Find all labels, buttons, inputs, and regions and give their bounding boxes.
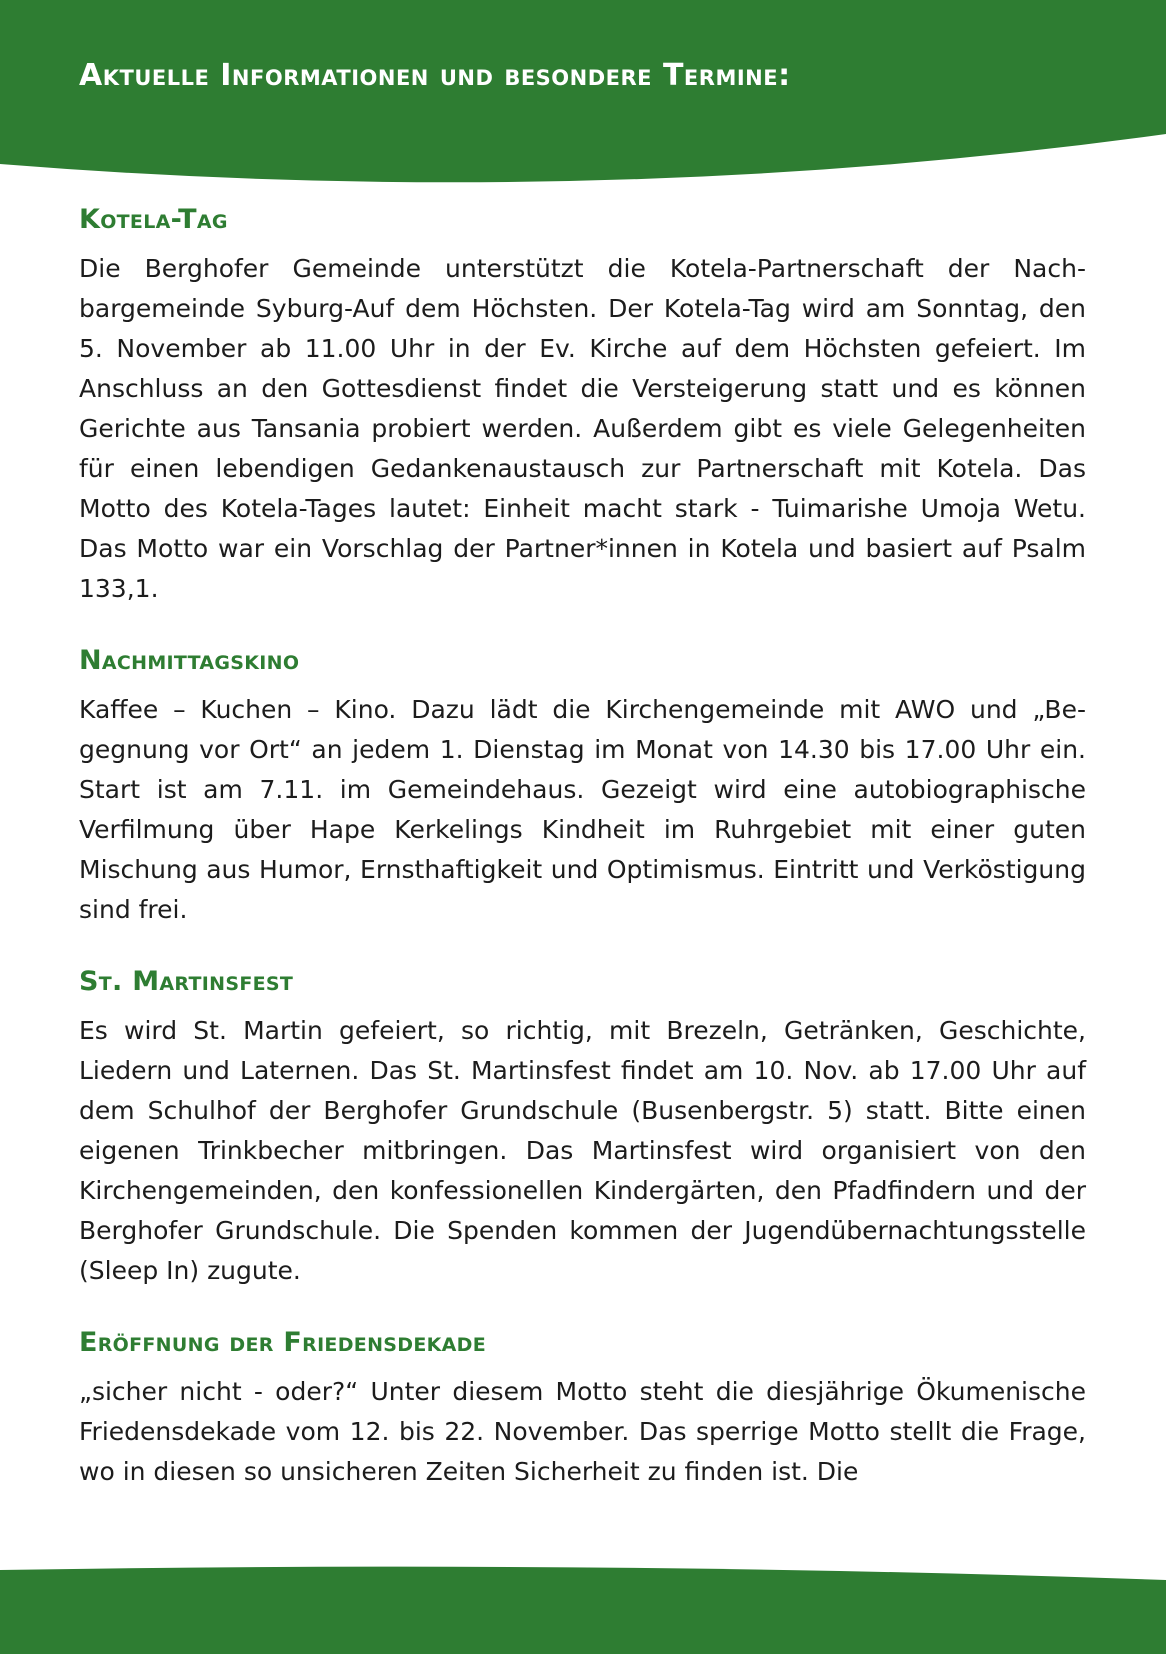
footer-band-shape xyxy=(0,1567,1166,1654)
section-body: Es wird St. Martin gefeiert, so richtig, mit Brezeln, Getränken, Geschichte, Liedern und Laternen. Das St. Martinsfest findet am 10. Nov. ab 17.00 Uhr auf dem Schulhof der Berghofer Grundschule (Busenbergstr. 5) statt. Bitte einen eigenen Trinkbecher mitbringen. Das Martinsfest wird organisiert von den Kirchengemeinden, den konfessionellen Kindergärten, den Pfadfindern und der Berghofer Grundschule. Die Spenden kommen der Jugendübernachtungsstelle (Sleep In) zugute. xyxy=(79,1016,1086,1286)
section-nachmittagskino xyxy=(79,643,1086,930)
section-body: Die Berghofer Gemeinde unterstützt die Kotela-Partnerschaft der Nachbargemeinde Syburg-Auf dem Höchsten. Der Kotela-Tag wird am Sonntag, den 5. November ab 11.00 Uhr in der Ev. Kirche auf dem Höchsten gefeiert. Im Anschluss an den Gottesdienst findet die Versteigerung statt und es können Gerichte aus Tansania probiert werden. Außerdem gibt es viele Gelegenheiten für einen lebendigen Gedankenaustausch zur Partnerschaft mit Kotela. Das Motto des Kotela-Tages lautet: Einheit macht stark - Tuimarishe Umoja Wetu. Das Motto war ein Vorschlag der Partner*innen in Kotela und basiert auf Psalm 133,1. xyxy=(79,254,1086,604)
content xyxy=(79,202,1086,1526)
section-heading: Nachmittagskino xyxy=(79,645,300,677)
footer-band xyxy=(0,1560,1166,1654)
section-body: Kaffee – Kuchen – Kino. Dazu lädt die Kirchengemeinde mit AWO und „Begegnung vor Ort“ an jedem 1. Dienstag im Monat von 14.30 bis 17.00 Uhr ein. Start ist am 7.11. im Gemeindehaus. Gezeigt wird eine autobiographische Verfilmung über Hape Kerkelings Kindheit im Ruhrgebiet mit einer guten Mischung aus Humor, Ernsthaftigkeit und Optimismus. Eintritt und Verköstigung sind frei. xyxy=(79,695,1086,925)
section-kotela-tag xyxy=(79,202,1086,609)
page-title: Aktuelle Informationen und besondere Termine: xyxy=(79,58,791,93)
section-body: „sicher nicht - oder?“ Unter diesem Motto steht die diesjährige Ökumenische Friedensdekade vom 12. bis 22. November. Das sperrige Motto stellt die Frage, wo in diesen so unsicheren Zeiten Sicherheit zu finden ist. Die xyxy=(79,1377,1086,1487)
section-st-martinsfest xyxy=(79,964,1086,1291)
section-heading: Eröffnung der Friedensdekade xyxy=(79,1327,486,1359)
section-heading: Kotela-Tag xyxy=(79,204,228,235)
section-heading: St. Martinsfest xyxy=(79,966,294,998)
section-friedensdekade xyxy=(79,1325,1086,1492)
